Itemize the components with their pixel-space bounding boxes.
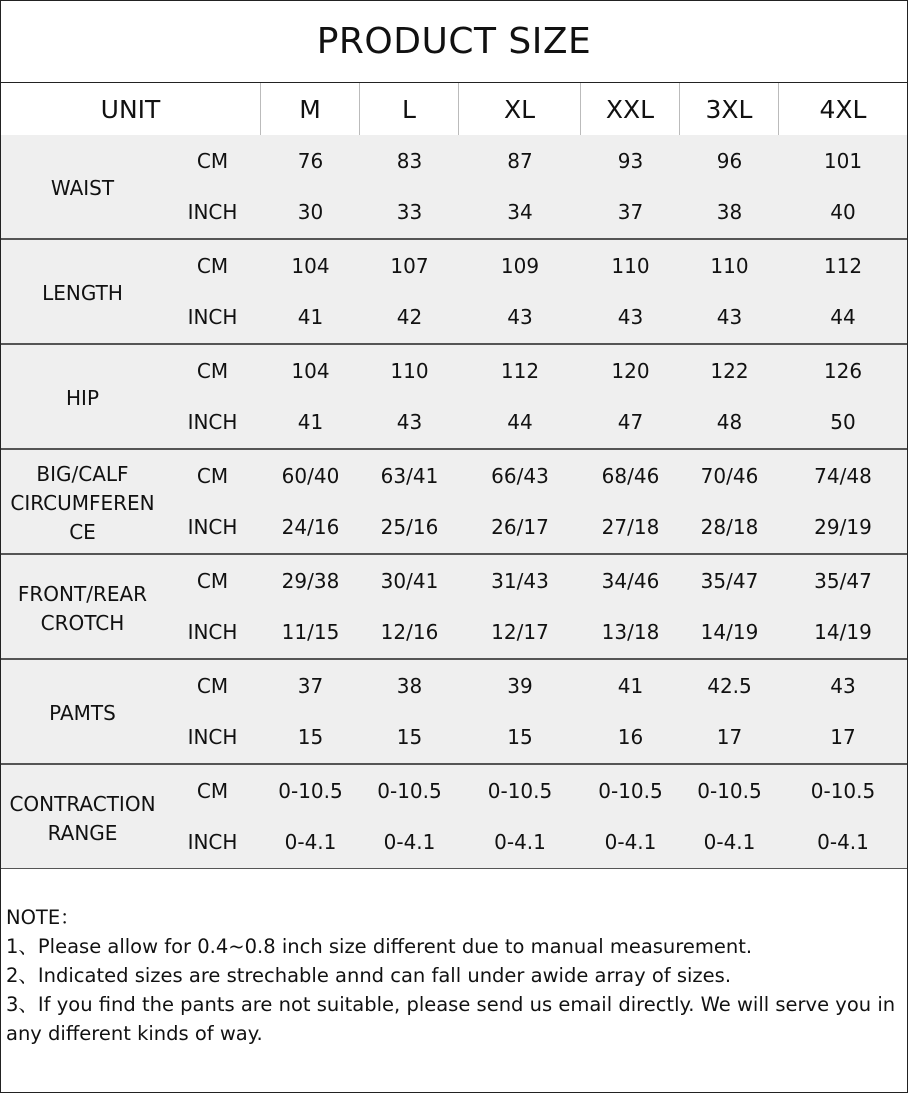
table-cell: 0-10.5 bbox=[810, 778, 876, 803]
table-cell: 13/18 bbox=[601, 620, 660, 645]
table-cell: 12/16 bbox=[380, 620, 439, 645]
table-cell: 48 bbox=[716, 410, 743, 435]
size-header-m: M bbox=[261, 83, 360, 135]
table-cell: 122 bbox=[710, 358, 749, 383]
table-cell: 15 bbox=[396, 725, 423, 750]
table-cell: 112 bbox=[500, 358, 540, 383]
table-cell: 43 bbox=[830, 673, 856, 698]
measurement-group bbox=[1, 660, 907, 765]
table-cell: 70/46 bbox=[700, 463, 759, 488]
cm-row bbox=[164, 240, 907, 292]
table-cell: 50 bbox=[830, 410, 856, 435]
table-cell: 120 bbox=[611, 358, 650, 383]
table-cell: 35/47 bbox=[814, 568, 872, 593]
table-cell: 33 bbox=[396, 200, 423, 225]
table-cell: 40 bbox=[830, 200, 856, 225]
unit-label: CM bbox=[196, 463, 229, 488]
table-cell: 0-4.1 bbox=[383, 830, 436, 855]
measurement-name-line: PAMTS bbox=[49, 701, 116, 725]
table-cell: 43 bbox=[617, 305, 644, 330]
table-cell: 104 bbox=[291, 253, 330, 278]
table-cell: 43 bbox=[396, 410, 423, 435]
inch-row bbox=[164, 607, 907, 659]
measurement-name-line: CROTCH bbox=[40, 610, 125, 635]
table-cell: 0-4.1 bbox=[604, 830, 657, 855]
table-cell: 38 bbox=[396, 673, 423, 698]
table-cell: 37 bbox=[617, 200, 644, 225]
size-header-xl: XL bbox=[459, 83, 581, 135]
measurement-name-line: CE bbox=[69, 520, 96, 544]
table-cell: 110 bbox=[611, 253, 650, 278]
unit-label: CM bbox=[196, 778, 229, 803]
measurement-name-line: FRONT/REAR bbox=[17, 581, 148, 606]
measurement-name-line: LENGTH bbox=[42, 281, 123, 305]
table-cell: 37 bbox=[297, 673, 324, 698]
table-cell: 112 bbox=[823, 253, 863, 278]
table-cell: 42 bbox=[396, 305, 423, 330]
measurement-name bbox=[1, 765, 164, 868]
table-cell: 66/43 bbox=[491, 463, 549, 488]
table-cell: 44 bbox=[830, 305, 856, 330]
table-cell: 74/48 bbox=[814, 463, 872, 488]
unit-label: INCH bbox=[187, 200, 238, 225]
unit-label: INCH bbox=[187, 725, 238, 750]
table-cell: 96 bbox=[716, 148, 743, 173]
table-cell: 107 bbox=[390, 253, 429, 278]
unit-header: UNIT bbox=[1, 83, 261, 135]
table-cell: 104 bbox=[291, 358, 330, 383]
table-cell: 15 bbox=[297, 725, 324, 750]
note-item: 2、Indicated sizes are strechable annd can fall under awide array of sizes. bbox=[6, 964, 732, 987]
table-cell: 0-10.5 bbox=[377, 778, 442, 803]
measurement-name-line: CIRCUMFEREN bbox=[10, 491, 155, 515]
table-cell: 14/19 bbox=[700, 620, 759, 645]
table-cell: 30 bbox=[297, 200, 324, 225]
table-cell: 41 bbox=[617, 673, 644, 698]
cm-row bbox=[164, 450, 907, 502]
unit-label: CM bbox=[196, 148, 229, 173]
measurement-name bbox=[1, 135, 164, 238]
table-cell: 126 bbox=[823, 358, 863, 383]
table-cell: 109 bbox=[500, 253, 540, 278]
table-cell: 83 bbox=[396, 148, 423, 173]
table-cell: 29/38 bbox=[281, 568, 340, 593]
table-cell: 0-10.5 bbox=[697, 778, 762, 803]
table-cell: 17 bbox=[716, 725, 743, 750]
page-title: PRODUCT SIZE bbox=[1, 1, 907, 83]
table-cell: 0-4.1 bbox=[703, 830, 756, 855]
table-cell: 15 bbox=[507, 725, 533, 750]
measurement-name bbox=[1, 555, 164, 658]
inch-row bbox=[164, 292, 907, 344]
table-cell: 110 bbox=[710, 253, 749, 278]
size-header-xxl: XXL bbox=[581, 83, 680, 135]
unit-label: CM bbox=[196, 253, 229, 278]
measurement-group bbox=[1, 345, 907, 450]
table-cell: 11/15 bbox=[281, 620, 340, 645]
table-cell: 110 bbox=[390, 358, 429, 383]
size-header-l: L bbox=[360, 83, 459, 135]
table-cell: 101 bbox=[823, 148, 863, 173]
table-cell: 42.5 bbox=[707, 673, 752, 698]
measurement-group bbox=[1, 135, 907, 240]
table-cell: 35/47 bbox=[700, 568, 759, 593]
table-cell: 25/16 bbox=[380, 515, 439, 540]
table-header bbox=[1, 83, 907, 136]
inch-row bbox=[164, 502, 907, 554]
table-cell: 44 bbox=[507, 410, 533, 435]
measurement-name-line: CONTRACTION bbox=[9, 791, 156, 816]
measurement-name-line: RANGE bbox=[47, 820, 118, 845]
measurement-name-line: WAIST bbox=[50, 176, 115, 200]
unit-label: INCH bbox=[187, 410, 238, 435]
table-cell: 39 bbox=[507, 673, 533, 698]
table-cell: 24/16 bbox=[281, 515, 340, 540]
table-cell: 63/41 bbox=[380, 463, 439, 488]
table-cell: 30/41 bbox=[380, 568, 439, 593]
notes-section bbox=[6, 903, 904, 1048]
notes-heading: NOTE： bbox=[6, 906, 80, 929]
note-item: 3、If you find the pants are not suitable, please send us email directly. We will serve you in any different kinds of way. bbox=[6, 993, 896, 1045]
table-cell: 26/17 bbox=[491, 515, 549, 540]
table-cell: 60/40 bbox=[281, 463, 340, 488]
table-cell: 47 bbox=[617, 410, 644, 435]
unit-label: INCH bbox=[187, 620, 238, 645]
cm-row bbox=[164, 135, 907, 187]
unit-label: CM bbox=[196, 568, 229, 593]
table-cell: 0-10.5 bbox=[598, 778, 663, 803]
table-cell: 0-4.1 bbox=[817, 830, 869, 855]
table-cell: 14/19 bbox=[814, 620, 872, 645]
unit-label: CM bbox=[196, 358, 229, 383]
table-cell: 0-4.1 bbox=[284, 830, 337, 855]
table-cell: 68/46 bbox=[601, 463, 660, 488]
cm-row bbox=[164, 345, 907, 397]
measurement-name bbox=[1, 660, 164, 763]
table-cell: 34/46 bbox=[601, 568, 660, 593]
table-cell: 43 bbox=[507, 305, 533, 330]
measurement-group bbox=[1, 450, 907, 555]
table-cell: 87 bbox=[507, 148, 533, 173]
cm-row bbox=[164, 765, 907, 817]
note-item: 1、Please allow for 0.4~0.8 inch size different due to manual measurement. bbox=[6, 935, 753, 958]
table-cell: 31/43 bbox=[491, 568, 549, 593]
inch-row bbox=[164, 397, 907, 449]
table-cell: 38 bbox=[716, 200, 743, 225]
unit-label: INCH bbox=[187, 830, 238, 855]
table-cell: 16 bbox=[617, 725, 644, 750]
measurement-name-line: BIG/CALF bbox=[36, 462, 129, 486]
cm-row bbox=[164, 660, 907, 712]
table-cell: 0-10.5 bbox=[278, 778, 343, 803]
table-cell: 12/17 bbox=[491, 620, 549, 645]
measurement-group bbox=[1, 765, 907, 869]
unit-label: CM bbox=[196, 673, 229, 698]
table-cell: 29/19 bbox=[814, 515, 872, 540]
unit-label: INCH bbox=[187, 515, 238, 540]
inch-row bbox=[164, 817, 907, 869]
table-cell: 43 bbox=[716, 305, 743, 330]
table-cell: 27/18 bbox=[601, 515, 660, 540]
measurement-name bbox=[1, 450, 164, 553]
measurement-name-line: HIP bbox=[66, 386, 99, 410]
measurement-name bbox=[1, 345, 164, 448]
table-cell: 0-4.1 bbox=[494, 830, 546, 855]
table-cell: 93 bbox=[617, 148, 644, 173]
table-cell: 0-10.5 bbox=[487, 778, 553, 803]
table-cell: 41 bbox=[297, 305, 324, 330]
measurement-rows bbox=[1, 135, 907, 869]
size-header-3xl: 3XL bbox=[680, 83, 779, 135]
measurement-group bbox=[1, 240, 907, 345]
inch-row bbox=[164, 712, 907, 764]
table-cell: 17 bbox=[830, 725, 856, 750]
table-cell: 41 bbox=[297, 410, 324, 435]
inch-row bbox=[164, 187, 907, 239]
size-header-4xl: 4XL bbox=[819, 94, 867, 124]
cm-row bbox=[164, 555, 907, 607]
measurement-group bbox=[1, 555, 907, 660]
table-cell: 34 bbox=[507, 200, 533, 225]
measurement-name bbox=[1, 240, 164, 343]
table-cell: 28/18 bbox=[700, 515, 759, 540]
table-cell: 76 bbox=[297, 148, 324, 173]
unit-label: INCH bbox=[187, 305, 238, 330]
